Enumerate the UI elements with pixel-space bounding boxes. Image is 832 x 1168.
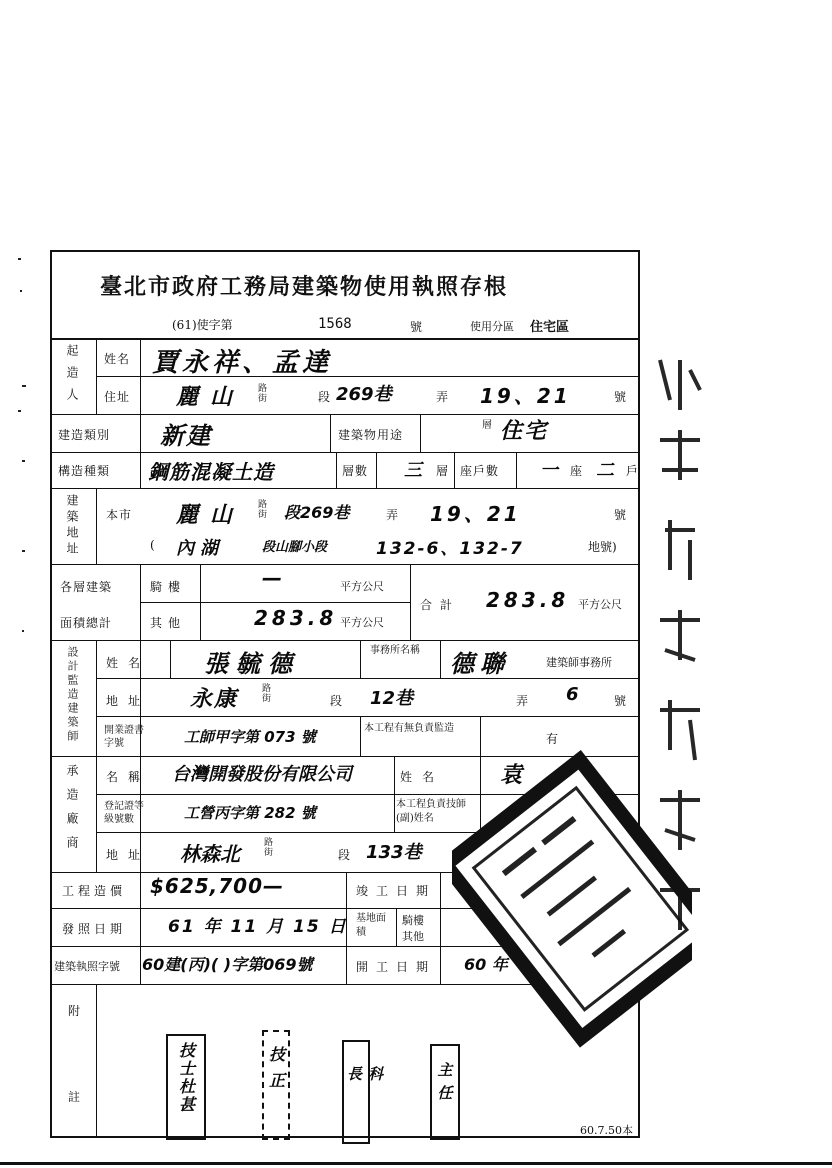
designer-address-section: 段 bbox=[330, 694, 343, 708]
area-arcade-label: 騎樓 bbox=[150, 580, 187, 594]
cost-value: $625,700— bbox=[150, 874, 285, 898]
area-other-unit: 平方公尺 bbox=[340, 616, 384, 629]
designer-address-road: 永康 bbox=[190, 687, 239, 712]
applicant-road: 麗山 bbox=[176, 385, 245, 410]
signature-4-text: 主任 bbox=[435, 1062, 454, 1108]
footprint-label: 基地面積 bbox=[356, 913, 386, 938]
applicant-section: 段 bbox=[318, 390, 331, 404]
lot-numbers: 132-6、132-7 bbox=[376, 539, 524, 559]
contractor-address-lane: 133巷 bbox=[366, 842, 422, 863]
site-lane: 段269巷 bbox=[284, 503, 350, 522]
zoning-value: 住宅區 bbox=[530, 320, 570, 335]
households-suffix: 戶 bbox=[626, 464, 639, 478]
footer-code: 60.7.50本 bbox=[580, 1124, 633, 1137]
doc-number: 1568 bbox=[318, 316, 352, 332]
contractor-name-value: 台灣開發股份有限公司 bbox=[172, 764, 352, 785]
lot-open-paren: ( bbox=[150, 538, 155, 552]
applicant-name-value: 賈永祥、孟達 bbox=[152, 348, 333, 378]
floors-label: 層數 bbox=[342, 464, 369, 478]
lot-suffix: 地號) bbox=[588, 540, 617, 554]
applicant-number-suffix: 號 bbox=[614, 390, 627, 404]
contractor-reg-label: 登記證等級號數 bbox=[104, 801, 144, 825]
designer-address-alley: 弄 bbox=[516, 694, 529, 708]
contractor-address-label: 地址 bbox=[106, 848, 151, 862]
floors-suffix: 層 bbox=[436, 464, 449, 478]
area-arcade-value: — bbox=[262, 566, 282, 590]
area-total-value: 283.8 bbox=[486, 588, 570, 612]
signature-stamp-1 bbox=[166, 1034, 206, 1140]
start-value: 60 年 bbox=[464, 955, 508, 974]
designer-license-label: 開業證書字號 bbox=[104, 725, 144, 749]
applicant-section-label: 起造人 bbox=[65, 344, 79, 410]
contractor-address-road: 林森北 bbox=[180, 842, 240, 866]
designer-office-value: 德聯 bbox=[450, 650, 510, 678]
seats-value: 一 bbox=[540, 460, 558, 481]
doc-number-prefix: (61)使字第 bbox=[172, 318, 233, 332]
margin-marks bbox=[10, 250, 30, 650]
permit-value: 60建(丙)( )字第069號 bbox=[142, 955, 313, 974]
contractor-section-label: 承造廠商 bbox=[65, 764, 79, 860]
households-value: 二 bbox=[596, 460, 614, 481]
doc-number-suffix: 號 bbox=[410, 320, 423, 334]
building-use-value: 住宅 bbox=[500, 419, 549, 444]
designer-supervisor-value: 有 bbox=[546, 732, 559, 746]
designer-name-value: 張毓德 bbox=[204, 650, 300, 678]
area-other-value: 283.8 bbox=[254, 606, 338, 630]
signature-3-text: 科長 bbox=[345, 1066, 384, 1093]
site-road-suffix: 路街 bbox=[258, 500, 268, 520]
area-label-2: 面積總計 bbox=[60, 616, 113, 630]
remarks-label-top: 附 bbox=[68, 1004, 81, 1018]
designer-name-label: 姓名 bbox=[106, 656, 151, 670]
contractor-reg-value: 工營丙字第 282 號 bbox=[184, 804, 316, 822]
footprint-arcade-label: 騎樓 bbox=[402, 914, 424, 927]
area-total-label: 合計 bbox=[420, 598, 461, 612]
structure-label: 構造種類 bbox=[58, 464, 111, 478]
cost-label: 工程造價 bbox=[62, 884, 127, 898]
site-number: 19、21 bbox=[430, 502, 521, 526]
designer-road-suffix: 路街 bbox=[262, 684, 272, 704]
contractor-person-value: 袁 bbox=[500, 763, 523, 788]
applicant-road-suffix: 路街 bbox=[258, 384, 268, 404]
zoning-label: 使用分區 bbox=[470, 320, 514, 333]
contractor-tech-label: 本工程負責技師(副)姓名 bbox=[396, 799, 466, 824]
area-label-1: 各層建築 bbox=[60, 580, 113, 594]
designer-license-value: 工師甲字第 073 號 bbox=[184, 728, 316, 746]
applicant-address-label: 住址 bbox=[104, 390, 131, 404]
applicant-name-label: 姓名 bbox=[104, 352, 131, 366]
start-label: 開工日期 bbox=[356, 960, 437, 974]
signature-1-text: 技士杜甚 bbox=[176, 1042, 196, 1114]
building-type-value: 新建 bbox=[160, 422, 212, 450]
site-road: 麗山 bbox=[176, 503, 245, 528]
site-number-suffix: 號 bbox=[614, 508, 627, 522]
units-label: 座戶數 bbox=[460, 464, 500, 478]
building-use-label: 建築物用途 bbox=[338, 428, 404, 442]
site-city: 本市 bbox=[106, 508, 133, 522]
contractor-address-section: 段 bbox=[338, 848, 351, 862]
footprint-other-label: 其他 bbox=[402, 930, 424, 943]
form-title: 臺北市政府工務局建築物使用執照存根 bbox=[100, 274, 509, 300]
area-arcade-unit: 平方公尺 bbox=[340, 580, 384, 593]
designer-office-suffix: 建築師事務所 bbox=[546, 656, 612, 669]
contractor-person-label: 姓名 bbox=[400, 770, 445, 784]
building-type-label: 建造類別 bbox=[58, 428, 111, 442]
building-floor-label: 層 bbox=[482, 420, 492, 431]
signature-2-text: 技正 bbox=[266, 1046, 286, 1098]
site-section-label: 建築地址 bbox=[65, 494, 79, 558]
designer-address-label: 地址 bbox=[106, 694, 151, 708]
applicant-alley: 弄 bbox=[436, 390, 449, 404]
contractor-road-suffix: 路街 bbox=[264, 838, 274, 858]
permit-label: 建築執照字號 bbox=[54, 960, 120, 973]
seats-suffix: 座 bbox=[570, 464, 583, 478]
area-other-label: 其他 bbox=[150, 616, 187, 630]
applicant-number: 19、21 bbox=[480, 384, 571, 408]
designer-address-lane: 12巷 bbox=[370, 688, 414, 709]
area-total-unit: 平方公尺 bbox=[578, 598, 622, 611]
designer-number-suffix: 號 bbox=[614, 694, 627, 708]
signature-stamp-2 bbox=[262, 1030, 290, 1140]
structure-value: 鋼筋混凝土造 bbox=[148, 460, 274, 484]
bleed-through-text bbox=[650, 350, 710, 1000]
floors-value: 三 bbox=[404, 460, 422, 481]
lot-district: 內湖 bbox=[176, 538, 224, 559]
remarks-label-bottom: 註 bbox=[68, 1090, 81, 1104]
site-alley: 弄 bbox=[386, 508, 399, 522]
designer-supervisor-label: 本工程有無負責監造 bbox=[364, 723, 454, 734]
designer-section-label: 設計監造建築師 bbox=[66, 646, 79, 744]
designer-address-number: 6 bbox=[566, 684, 579, 705]
lot-section: 段山腳小段 bbox=[262, 540, 328, 555]
designer-office-label: 事務所名稱 bbox=[370, 645, 420, 656]
issue-value: 61 年 11 月 15 日 bbox=[168, 917, 348, 937]
issue-label: 發照日期 bbox=[62, 922, 127, 936]
completion-label: 竣工日期 bbox=[356, 884, 437, 898]
bottom-edge-line bbox=[0, 1162, 832, 1165]
applicant-lane: 269巷 bbox=[336, 384, 392, 405]
contractor-name-label: 名稱 bbox=[106, 770, 151, 784]
signature-stamp-3 bbox=[342, 1040, 384, 1144]
